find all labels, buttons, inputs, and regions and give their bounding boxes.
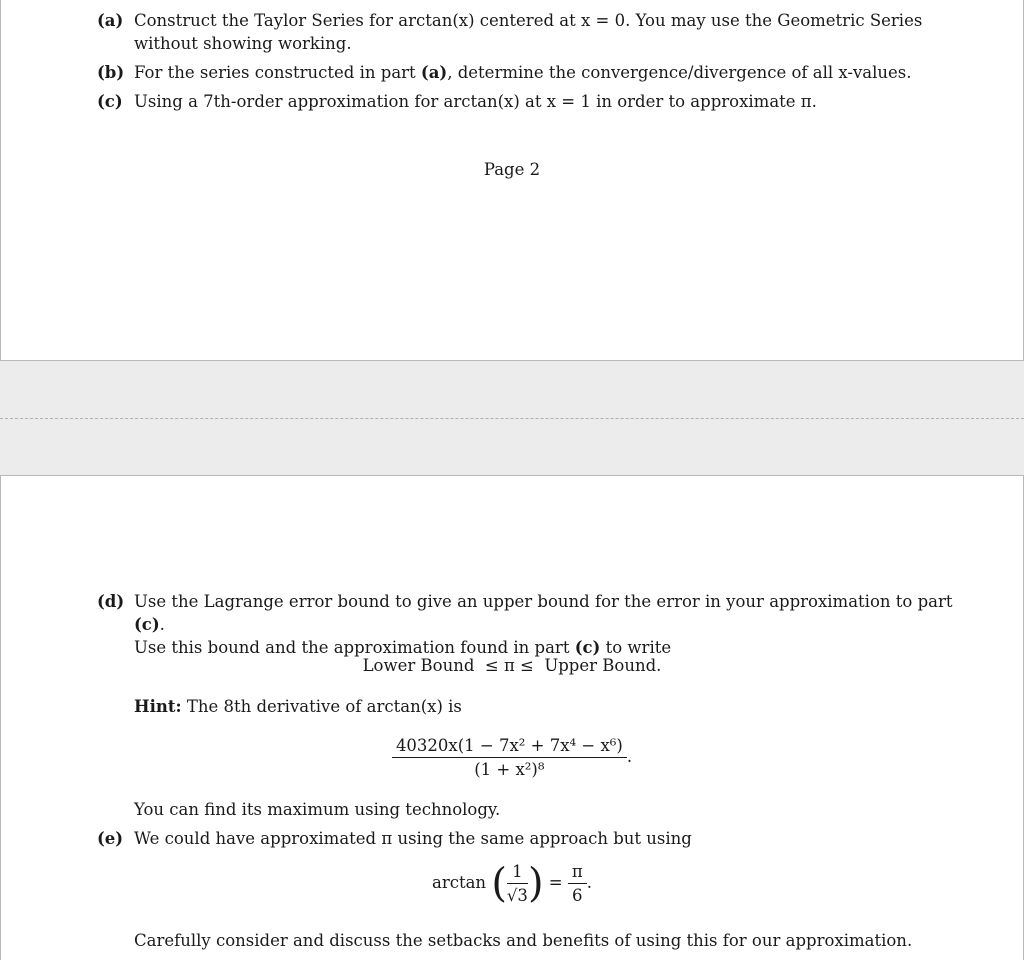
equals-sign: = [548, 873, 563, 892]
question-e-text: We could have approximated π using the same approach but using [134, 829, 692, 848]
hint-line [134, 695, 462, 718]
hint-text: The 8th derivative of arctan(x) is [181, 697, 462, 716]
derivative-numerator: 40320x(1 − 7x² + 7x⁴ − x⁶) [392, 736, 627, 758]
question-a-line2: without showing working. [134, 34, 352, 53]
question-c-label: (c) [97, 92, 123, 111]
arctan-func: arctan [432, 873, 487, 892]
question-b-text-post: , determine the convergence/divergence of all x-values. [447, 63, 912, 82]
question-a-line1: Construct the Taylor Series for arctan(x) centered at x = 0. You may use the Geometric Series [134, 11, 923, 30]
question-a [97, 9, 957, 55]
question-b-text-pre: For the series constructed in part [134, 63, 421, 82]
question-e-label: (e) [97, 829, 124, 848]
eighth-derivative-formula: $\frac{\text{40320x(1 − 7x² + 7x⁴ − x⁶)}}{\text{(1 + x²)⁸}}$ . [0, 736, 1024, 779]
derivative-denominator: (1 + x²)⁸ [474, 760, 545, 779]
arctan-equation: arctan ( $\frac{1}{√3}$ ) = $\frac{\pi}{6}$ . [432, 860, 592, 907]
question-d-line2-pre: Use this bound and the approximation found in part [134, 638, 575, 657]
arctan-arg-numerator: 1 [507, 862, 528, 884]
technology-note: You can find its maximum using technology. [134, 800, 501, 819]
question-c [97, 90, 957, 113]
arctan-arg-denominator: √3 [506, 886, 528, 905]
question-d-ref-2: (c) [574, 638, 601, 657]
question-d-ref-1: (c) [134, 615, 160, 634]
question-e [97, 827, 957, 850]
question-d-line1-pre: Use the Lagrange error bound to give an upper bound for the error in your approximation to part [134, 592, 953, 611]
page-separator [0, 418, 1024, 419]
page-number-label: Page 2 [483, 160, 541, 179]
final-discussion-text: Carefully consider and discuss the setbacks and benefits of using this for our approximation. [134, 931, 913, 950]
bounds-inequality: Lower Bound ≤ π ≤ Upper Bound. [362, 656, 662, 675]
question-d-label: (d) [97, 592, 125, 611]
question-c-text: Using a 7th-order approximation for arctan(x) at x = 1 in order to approximate π. [134, 92, 817, 111]
question-b-label: (b) [97, 63, 125, 82]
question-a-label: (a) [97, 11, 124, 30]
question-b [97, 61, 957, 84]
question-b-ref: (a) [420, 63, 448, 82]
hint-label: Hint: [134, 697, 182, 716]
pi-over-six-numerator: π [568, 862, 587, 884]
pi-over-six-denominator: 6 [572, 886, 583, 905]
question-d: (d) Use the Lagrange error bound to give an upper bound for the error in your approximation to part (c). Use this bound and the approximation found in part (c) to write [97, 592, 953, 657]
